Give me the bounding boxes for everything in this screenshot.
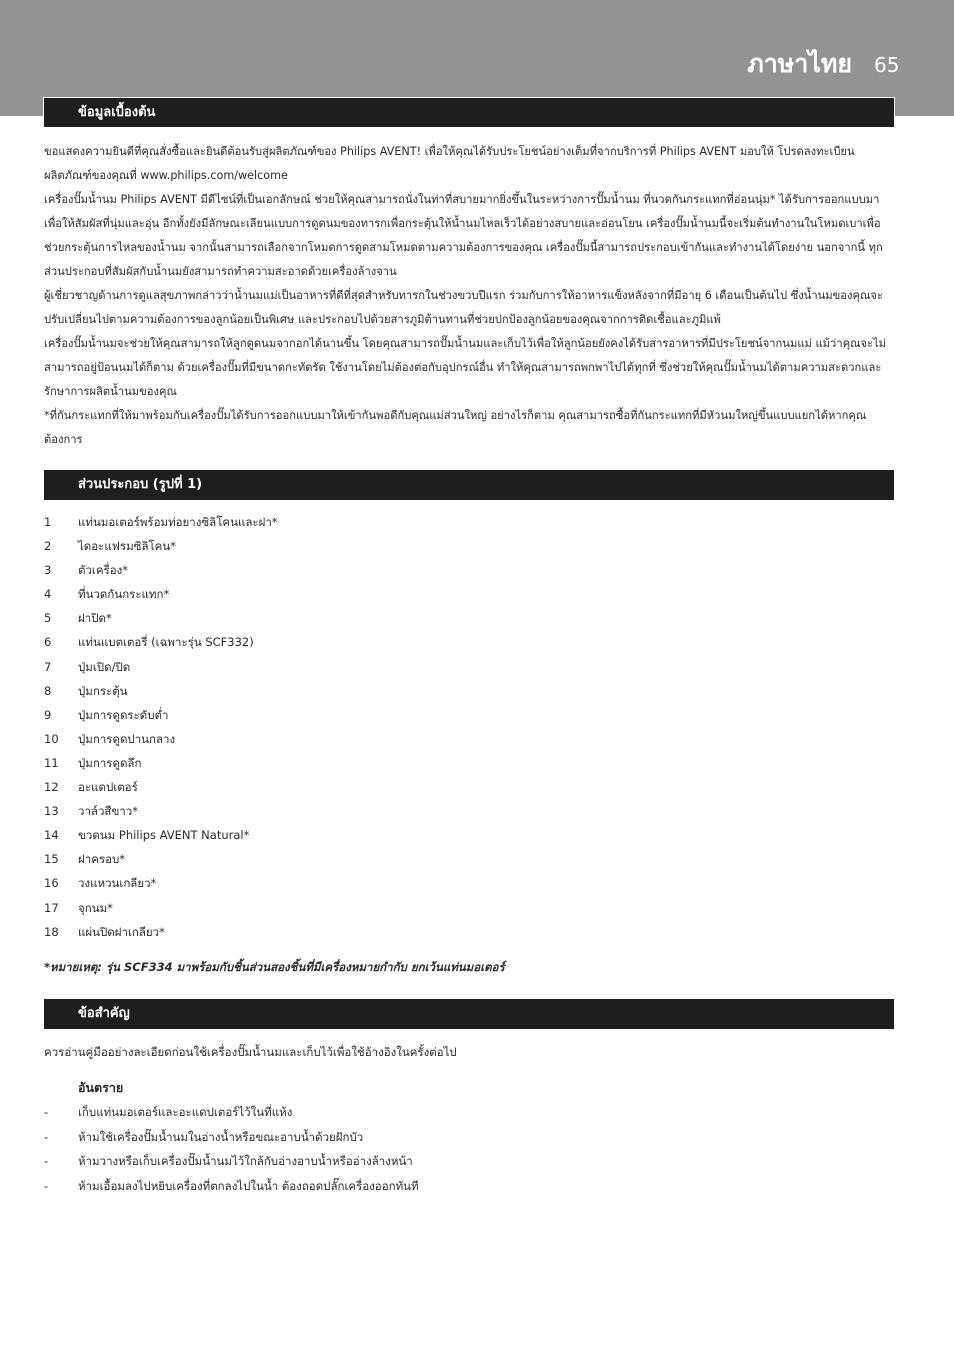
part-number: 9 (44, 707, 52, 722)
parts-list (44, 510, 894, 944)
intro-paragraph: *ที่กันกระแทกที่ให้มาพร้อมกับเครื่องปั๊มได้รับการออกแบบมาให้เข้ากันพอดีกับคุณแม่ส่วนใหญ่ อย่างไรก็ตาม คุณสามารถซื้อที่กันกระแทกที่มีหัวนมใหญ่ขึ้นแบบแยกได้หากคุณต้องการ (44, 409, 867, 446)
part-label: ฝาปิด* (78, 611, 112, 626)
part-number: 5 (44, 611, 52, 626)
page-number: 65 (874, 53, 900, 77)
part-number: 15 (44, 852, 59, 867)
part-number: 17 (44, 900, 59, 915)
part-label: แผ่นปิดฝาเกลียว* (78, 924, 165, 939)
list-item (44, 606, 894, 630)
bullet-dash: - (44, 1105, 49, 1119)
section-heading-important: ข้อสำคัญ (44, 999, 894, 1029)
part-label: ตัวเครื่อง* (78, 563, 128, 578)
part-number: 8 (44, 683, 52, 698)
part-label: อะแดปเตอร์ (78, 780, 138, 795)
part-label: วาล์วสีขาว* (78, 804, 138, 819)
part-number: 13 (44, 804, 59, 819)
part-label: จุกนม* (78, 900, 113, 915)
part-number: 7 (44, 659, 52, 674)
bullet-dash: - (44, 1154, 49, 1169)
list-item (44, 775, 894, 799)
important-text: ควรอ่านคู่มืออย่างละเอียดก่อนใช้เครื่องปั๊มน้ำนมและเก็บไว้เพื่อใช้อ้างอิงในครั้งต่อไป (44, 1045, 457, 1059)
part-label: วงแหวนเกลียว* (78, 876, 157, 891)
language-title: ภาษาไทย (747, 49, 852, 78)
list-item (44, 558, 894, 582)
intro-text (44, 140, 894, 452)
intro-paragraph: เครื่องปั๊มน้ำนมจะช่วยให้คุณสามารถให้ลูกดูดนมจากอกได้นานขึ้น โดยคุณสามารถปั๊มน้ำนมและเก็บไว้เพื่อให้ลูกน้อยยังคงได้รับสารอาหารที่มีประโยชน์จากนมแม่ แม้ว่าคุณจะไม่สามารถอยู่ป้อนนมได้ก็ตาม ด้วยเครื่องปั๊มที่มีขนาดกะทัดรัด ใช้งานโดยไม่ต้องต่อกับอุปกรณ์อื่น ทำให้คุณสามารถพกพาไปได้ทุกที่ ซึ่งช่วยให้คุณปั๊มน้ำนมได้ตามความสะดวกและรักษาการผลิตน้ำนมของคุณ (44, 337, 887, 398)
list-item (44, 871, 894, 895)
part-number: 4 (44, 587, 52, 602)
list-item (44, 920, 894, 944)
intro-paragraph: ผู้เชี่ยวชาญด้านการดูแลสุขภาพกล่าวว่าน้ำนมแม่เป็นอาหารที่ดีที่สุดสำหรับทารกในช่วงขวบปีแรก ร่วมกับการให้อาหารแข็งหลังจากที่มีอายุ 6 เดือนเป็นต้นไป ซึ่งน้ำนมของคุณจะปรับเปลี่ยนไปตามความต้องการของลูกน้อยเป็นพิเศษ และประกอบไปด้วยสารภูมิต้านทานที่ช่วยปกป้องลูกน้อยของคุณจากการติดเชื้อและภูมิแพ้ (44, 289, 883, 326)
part-number: 16 (44, 876, 59, 891)
part-number: 1 (44, 515, 52, 529)
part-label: ที่นวดกันกระแทก* (78, 587, 170, 602)
part-label: ปุ่มการดูดลึก (78, 755, 142, 770)
list-item (44, 534, 894, 558)
list-item (44, 1174, 894, 1199)
part-label: แท่นมอเตอร์พร้อมท่อยางซิลิโคนและฝา* (78, 515, 278, 529)
list-item (44, 703, 894, 727)
danger-heading: อันตราย (78, 1080, 124, 1095)
list-item (44, 630, 894, 654)
list-item (44, 727, 894, 751)
danger-list (44, 1100, 894, 1198)
list-item (44, 510, 894, 534)
intro-paragraph: ขอแสดงความยินดีที่คุณสั่งซื้อและยินดีต้อนรับสู่ผลิตภัณฑ์ของ Philips AVENT! เพื่อให้คุณได้รับประโยชน์อย่างเต็มที่จากบริการที่ Philips AVENT มอบให้ โปรดลงทะเบียนผลิตภัณฑ์ของคุณที่ www.philips.com/welcome (44, 145, 855, 182)
danger-item-text: เก็บแท่นมอเตอร์และอะแดปเตอร์ไว้ในที่แห้ง (78, 1105, 293, 1119)
part-label: แท่นแบตเตอรี่ (เฉพาะรุ่น SCF332) (78, 635, 254, 650)
list-item (44, 896, 894, 920)
intro-paragraph: เครื่องปั๊มน้ำนม Philips AVENT มีดีไซน์ที่เป็นเอกลักษณ์ ช่วยให้คุณสามารถนั่งในท่าที่สบายมากยิ่งขึ้นในระหว่างการปั๊มน้ำนม ที่นวดกันกระแทกที่อ่อนนุ่ม* ได้รับการออกแบบมาเพื่อให้สัมผัสที่นุ่มและอุ่น อีกทั้งยังมีลักษณะเลียนแบบการดูดนมของทารกเพื่อกระตุ้นให้น้ำนมไหลเร็วได้อย่างสบายและอ่อนโยน เครื่องปั๊มน้ำนมนี้จะเริ่มต้นทำงานในโหมดเบาเพื่อช่วยกระตุ้นการไหลของน้ำนม จากนั้นสามารถเลือกจากโหมดการดูดสามโหมดตามความต้องการของคุณ เครื่องปั๊มนี้สามารถประกอบเข้ากันและทำงานได้โดยง่าย นอกจากนี้ ทุกส่วนประกอบที่สัมผัสกับน้ำนมยังสามารถทำความสะอาดด้วยเครื่องล้างจาน (44, 193, 883, 278)
part-label: ปุ่มการดูดปานกลาง (78, 731, 176, 746)
part-label: ไดอะแฟรมซิลิโคน* (78, 539, 176, 554)
part-number: 3 (44, 563, 52, 578)
part-number: 6 (44, 635, 52, 650)
part-label: ปุ่มเปิด/ปิด (78, 659, 131, 674)
part-label: ปุ่มการดูดระดับต่ำ (78, 707, 169, 722)
danger-item-text: ห้ามวางหรือเก็บเครื่องปั๊มน้ำนมไว้ใกล้กับอ่างอาบน้ำหรืออ่างล้างหน้า (78, 1154, 413, 1169)
list-item (44, 847, 894, 871)
part-number: 10 (44, 731, 59, 746)
part-number: 18 (44, 924, 59, 939)
list-item (44, 1100, 894, 1125)
part-label: ปุ่มกระตุ้น (78, 683, 128, 698)
list-item (44, 655, 894, 679)
part-number: 14 (44, 828, 59, 843)
bullet-dash: - (44, 1129, 49, 1144)
list-item (44, 823, 894, 847)
part-label: ฝาครอบ* (78, 852, 126, 867)
list-item (44, 1149, 894, 1174)
list-item (44, 679, 894, 703)
part-number: 11 (44, 755, 59, 770)
danger-item-text: ห้ามเอื้อมลงไปหยิบเครื่องที่ตกลงไปในน้ำ ต้องถอดปลั๊กเครื่องออกทันที (78, 1178, 419, 1193)
list-item (44, 751, 894, 775)
part-label: ขวดนม Philips AVENT Natural* (78, 828, 250, 843)
danger-item-text: ห้ามใช้เครื่องปั๊มน้ำนมในอ่างน้ำหรือขณะอาบน้ำด้วยฝักบัว (78, 1129, 364, 1144)
part-number: 12 (44, 780, 59, 795)
part-number: 2 (44, 539, 52, 554)
list-item (44, 1125, 894, 1150)
list-item (44, 582, 894, 606)
bullet-dash: - (44, 1178, 49, 1193)
section-heading-parts: ส่วนประกอบ (รูปที่ 1) (44, 470, 894, 500)
section-heading-intro: ข้อมูลเบื้องต้น (43, 97, 895, 128)
model-note: *หมายเหตุ: รุ่น SCF334 มาพร้อมกับชิ้นส่วนสองชิ้นที่มีเครื่องหมายกำกับ ยกเว้นแท่นมอเตอร์ (44, 960, 505, 974)
list-item (44, 799, 894, 823)
